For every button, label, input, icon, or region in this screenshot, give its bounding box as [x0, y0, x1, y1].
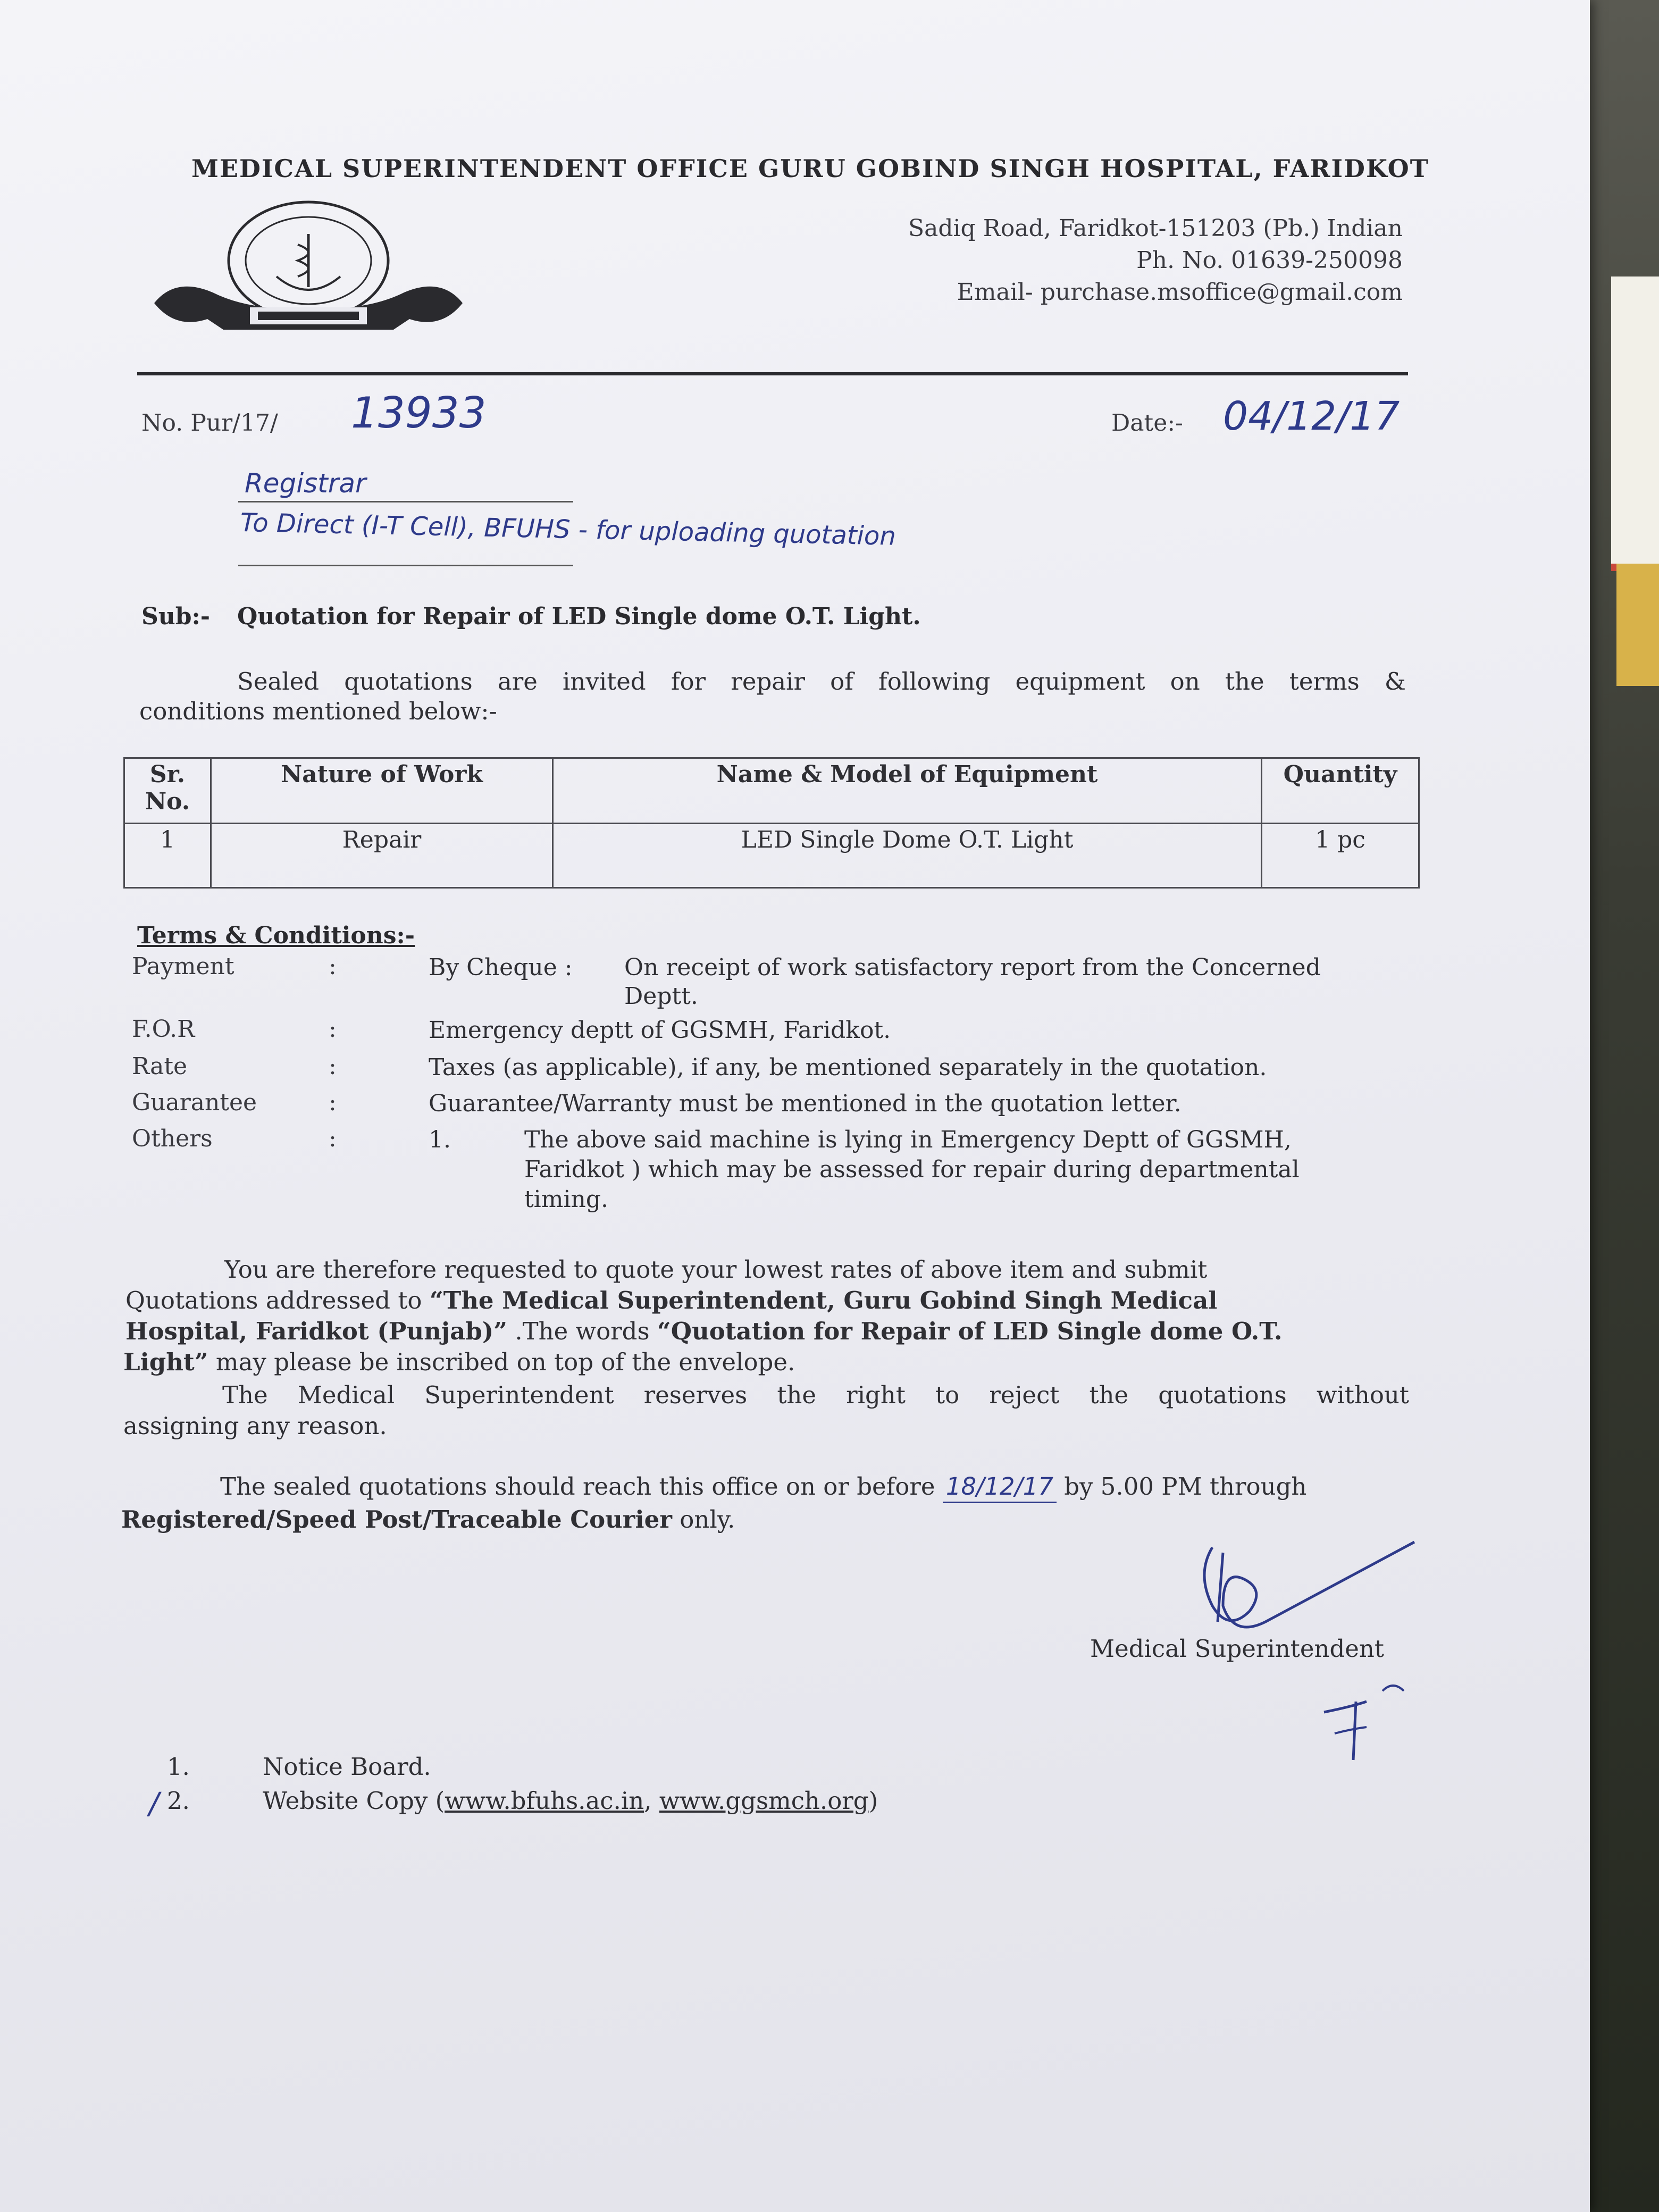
- body-bold-text: Light”: [123, 1348, 208, 1376]
- terms-heading: Terms & Conditions:-: [137, 922, 415, 949]
- ggsmch-website-link[interactable]: www.ggsmch.org: [659, 1787, 869, 1815]
- payment-mode: By Cheque :: [429, 954, 573, 981]
- copy-item-2: [263, 1787, 878, 1815]
- copy-item-2-number: 2.: [167, 1787, 190, 1815]
- body-p3-line-2: [121, 1505, 1408, 1535]
- document-header-title: MEDICAL SUPERINTENDENT OFFICE GURU GOBIND SINGH HOSPITAL, FARIDKOT: [191, 154, 1429, 183]
- others-item-number: 1.: [429, 1126, 451, 1153]
- terms-colon: :: [329, 1053, 337, 1080]
- body-p1-line-3: [125, 1317, 1412, 1346]
- others-line-1: The above said machine is lying in Emergency Deptt of GGSMH,: [524, 1126, 1292, 1153]
- addressee-line-1: Registrar: [245, 468, 366, 499]
- column-header-nature-of-work: Nature of Work: [211, 758, 553, 824]
- deadline-date-handwritten: 18/12/17: [943, 1472, 1057, 1503]
- cell-equipment: LED Single Dome O.T. Light: [553, 824, 1262, 888]
- copy-item-1-number: 1.: [167, 1753, 190, 1781]
- cell-sr-no: 1: [124, 824, 211, 888]
- table-row: [124, 824, 1419, 888]
- body-p1-line-4: [123, 1347, 1410, 1377]
- body-bold-text: Hospital, Faridkot (Punjab)”: [125, 1317, 508, 1345]
- phone-line: Ph. No. 01639-250098: [1136, 247, 1403, 274]
- equipment-table: [123, 757, 1420, 889]
- terms-colon: :: [329, 1089, 337, 1116]
- cell-nature-of-work: Repair: [211, 824, 553, 888]
- hospital-emblem-icon: [144, 197, 484, 351]
- date-handwritten: 04/12/17: [1223, 393, 1400, 439]
- terms-value-for: Emergency deptt of GGSMH, Faridkot.: [429, 1017, 891, 1044]
- body-p3-line-1: [220, 1472, 1417, 1503]
- body-text: Quotations addressed to: [125, 1286, 430, 1314]
- intro-line-2: conditions mentioned below:-: [139, 697, 497, 725]
- copy-item-2-prefix: Website Copy (: [263, 1787, 445, 1815]
- terms-colon: :: [329, 1125, 337, 1152]
- subject-label: Sub:-: [141, 603, 211, 630]
- others-line-3: timing.: [524, 1186, 609, 1213]
- body-bold-text: “The Medical Superintendent, Guru Gobind Singh Medical: [429, 1286, 1218, 1314]
- subject-text: Quotation for Repair of LED Single dome O.T. Light.: [237, 603, 921, 630]
- addressee-line-2: To Direct (I-T Cell), BFUHS - for uploading quotation: [240, 508, 896, 551]
- date-label: Date:-: [1111, 409, 1183, 437]
- body-bold-text: “Quotation for Repair of LED Single dome O.T.: [657, 1317, 1283, 1345]
- reference-number-label: No. Pur/17/: [141, 409, 278, 437]
- body-p2-line-2: assigning any reason.: [123, 1412, 387, 1440]
- background-folder: [1616, 564, 1659, 686]
- payment-terms-line-1: On receipt of work satisfactory report from the Concerned: [624, 954, 1321, 981]
- intro-line-1: Sealed quotations are invited for repair of following equipment on the terms &: [237, 667, 1406, 696]
- body-text: may please be inscribed on top of the envelope.: [208, 1348, 795, 1376]
- email-line: Email- purchase.msoffice@gmail.com: [957, 279, 1403, 306]
- payment-terms-line-2: Deptt.: [624, 983, 698, 1010]
- table-header-row: [124, 758, 1419, 824]
- body-bold-text: Registered/Speed Post/Traceable Courier: [121, 1505, 672, 1534]
- header-divider: [137, 372, 1408, 375]
- terms-value-guarantee: Guarantee/Warranty must be mentioned in the quotation letter.: [429, 1090, 1182, 1117]
- others-line-2: Faridkot ) which may be assessed for repair during departmental: [524, 1156, 1300, 1183]
- addressee-rule: [238, 565, 573, 566]
- hospital-address: [908, 213, 1403, 308]
- copy-item-2-separator: ,: [644, 1787, 659, 1815]
- body-p1-line-2: [125, 1286, 1412, 1316]
- column-header-equipment: Name & Model of Equipment: [553, 758, 1262, 824]
- reference-number-handwritten: 13933: [351, 388, 487, 438]
- tick-mark-icon: /: [149, 1787, 159, 1821]
- body-text: .The words: [507, 1317, 657, 1345]
- subject-line: [141, 603, 921, 630]
- terms-key-for: F.O.R: [132, 1016, 195, 1043]
- column-header-quantity: Quantity: [1262, 758, 1419, 824]
- terms-colon: :: [329, 953, 337, 980]
- signatory-title: Medical Superintendent: [1090, 1635, 1384, 1663]
- addressee-rule: [238, 501, 573, 502]
- terms-value-rate: Taxes (as applicable), if any, be mentioned separately in the quotation.: [429, 1054, 1267, 1081]
- background-card: [1611, 276, 1659, 571]
- copy-item-1: Notice Board.: [263, 1753, 431, 1781]
- bfuhs-website-link[interactable]: www.bfuhs.ac.in: [445, 1787, 644, 1815]
- terms-key-guarantee: Guarantee: [132, 1089, 257, 1116]
- terms-colon: :: [329, 1016, 337, 1043]
- body-text: only.: [672, 1505, 735, 1534]
- column-header-sr-no: Sr. No.: [124, 758, 211, 824]
- body-text: by 5.00 PM through: [1064, 1472, 1307, 1501]
- copy-item-2-suffix: ): [868, 1787, 878, 1815]
- terms-key-rate: Rate: [132, 1053, 188, 1080]
- body-p2-line-1: The Medical Superintendent reserves the right to reject the quotations without: [222, 1381, 1409, 1409]
- body-text: The sealed quotations should reach this office on or before: [220, 1472, 935, 1501]
- cell-quantity: 1 pc: [1262, 824, 1419, 888]
- body-p1-line-1: You are therefore requested to quote your lowest rates of above item and submit: [224, 1255, 1208, 1284]
- address-line: Sadiq Road, Faridkot-151203 (Pb.) Indian: [908, 215, 1403, 242]
- terms-key-payment: Payment: [132, 953, 234, 980]
- terms-key-others: Others: [132, 1125, 213, 1152]
